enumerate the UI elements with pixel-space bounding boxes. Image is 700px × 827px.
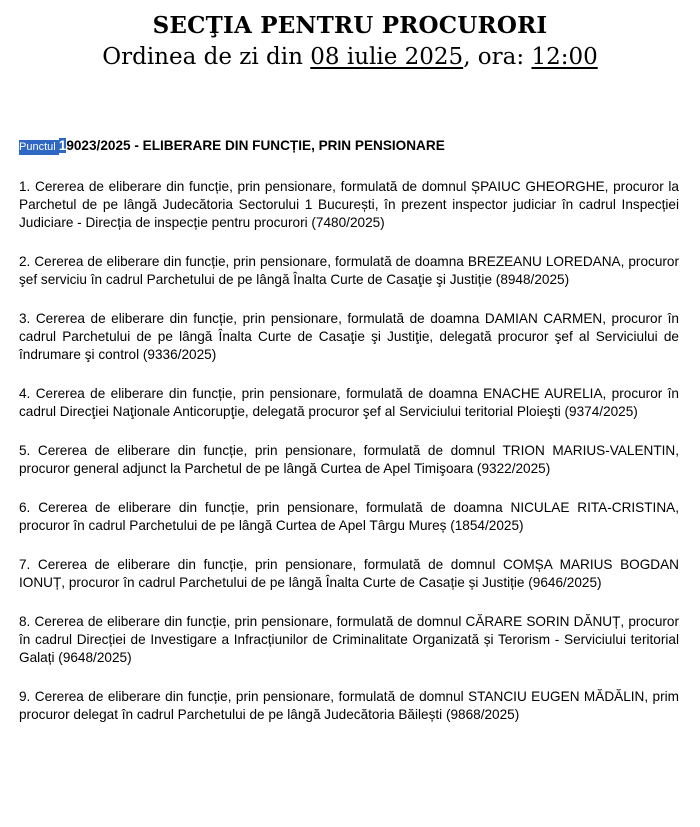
agenda-header	[0, 10, 700, 72]
section-title: SECŢIA PENTRU PROCURORI	[152, 12, 548, 39]
selected-point-number[interactable]: 1	[58, 138, 67, 153]
agenda-item: 6. Cererea de eliberare din funcție, prin pensionare, formulată de doamna NICULAE RITA-CRISTINA, procuror în cadrul Parchetului de pe lângă Curtea de Apel Târgu Mureș (1854/2025)	[19, 500, 679, 533]
agenda-item: 7. Cererea de eliberare din funcție, prin pensionare, formulată de domnul COMȘA MARIUS BOGDAN IONUȚ, procuror în cadrul Parchetului de pe lângă Înalta Curte de Casație și Justiție (9646/2025)	[19, 557, 679, 590]
agenda-item: 3. Cererea de eliberare din funcție, prin pensionare, formulată de doamna DAMIAN CARMEN, procuror în cadrul Parchetului de pe lângă Înalta Curte de Casaţie şi Justiţie, delegată procuror şef al Serviciului de îndrumare şi control (9336/2025)	[19, 311, 679, 362]
agenda-item: 5. Cererea de eliberare din funcție, prin pensionare, formulată de domnul TRION MARIUS-VALENTIN, procuror general adjunct la Parchetul de pe lângă Curtea de Apel Timişoara (9322/2025)	[19, 443, 679, 476]
subtitle-mid: , ora:	[463, 44, 532, 70]
agenda-item: 9. Cererea de eliberare din funcție, prin pensionare, formulată de domnul STANCIU EUGEN MĂDĂLIN, prim procuror delegat în cadrul Parchetului de pe lângă Judecătoria Băilești (9868/2025)	[19, 689, 679, 722]
point-heading[interactable]	[19, 137, 445, 156]
selected-point-label[interactable]: Punctul	[19, 141, 59, 153]
point-heading-text: 9023/2025 - ELIBERARE DIN FUNCȚIE, PRIN PENSIONARE	[66, 138, 445, 153]
agenda-time: 12:00	[531, 44, 598, 70]
agenda-item: 2. Cererea de eliberare din funcție, prin pensionare, formulată de doamna BREZEANU LOREDANA, procuror şef serviciu în cadrul Parchetului de pe lângă Înalta Curte de Casaţie şi Justiție (8948/2025)	[19, 254, 679, 287]
agenda-date: 08 iulie 2025	[310, 44, 464, 70]
agenda-items-list	[19, 178, 679, 745]
agenda-subtitle	[0, 42, 700, 72]
agenda-item: 8. Cererea de eliberare din funcție, prin pensionare, formulată de domnul CĂRARE SORIN DĂNUȚ, procuror în cadrul Direcției de Investigare a Infracțiunilor de Criminalitate Organizată și Terorism - Serviciului teritorial Galați (9648/2025)	[19, 614, 679, 665]
agenda-item: 4. Cererea de eliberare din funcție, prin pensionare, formulată de doamna ENACHE AURELIA, procuror în cadrul Direcţiei Naţionale Anticorupţie, delegată procuror şef al Serviciului teritorial Ploieşti (9374/2025)	[19, 386, 679, 419]
agenda-item: 1. Cererea de eliberare din funcție, prin pensionare, formulată de domnul ȘPAIUC GHEORGHE, procuror la Parchetul de pe lângă Judecătoria Sectorului 1 București, în prezent inspector judiciar în cadrul Inspecției Judiciare - Direcția de inspecție pentru procurori (7480/2025)	[19, 179, 679, 230]
subtitle-prefix: Ordinea de zi din	[102, 44, 311, 70]
